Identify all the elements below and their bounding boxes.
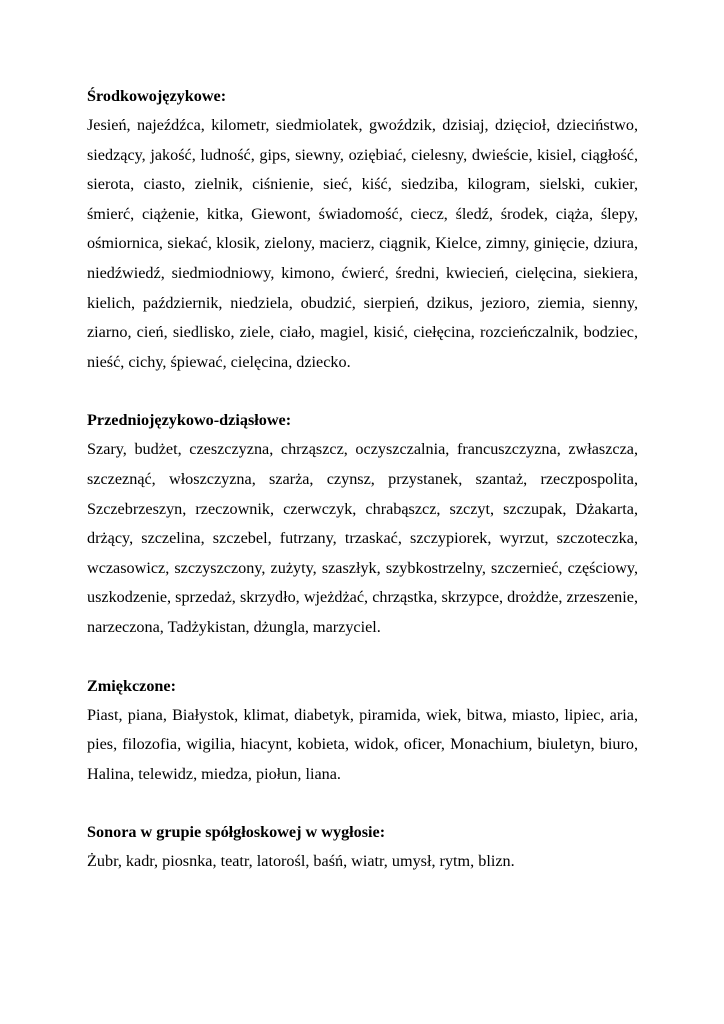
section-zmiekczone xyxy=(87,672,638,790)
document-page xyxy=(87,82,638,877)
section-heading: Sonora w grupie spółgłoskowej w wygłosie: xyxy=(87,823,386,842)
section-word-list: Jesień, najeźdźca, kilometr, siedmiolatek, gwoździk, dzisiaj, dzięcioł, dzieciństwo, siedzący, jakość, ludność, gips, siewny, oziębiać, cielesny, dwieście, kisiel, ciągłość, sierota, ciasto, zielnik, ciśnienie, sieć, kiść, siedziba, kilogram, sielski, cukier, śmierć, ciążenie, kitka, Giewont, świadomość, ciecz, śledź, środek, ciąża, ślepy, ośmiornica, siekać, klosik, zielony, macierz, ciągnik, Kielce, zimny, ginięcie, dziura, niedźwiedź, siedmiodniowy, kimono, ćwierć, średni, kwiecień, cielęcina, siekiera, kielich, październik, niedziela, obudzić, sierpień, dzikus, jezioro, ziemia, sienny, ziarno, cień, siedlisko, ziele, ciało, magiel, kisić, ciełęcina, rozcieńczalnik, bodziec, nieść, cichy, śpiewać, cielęcina, dziecko. xyxy=(87,116,638,371)
section-word-list: Żubr, kadr, piosnka, teatr, latorośl, baśń, wiatr, umysł, rytm, blizn. xyxy=(87,852,515,871)
section-heading: Zmiękczone: xyxy=(87,676,177,695)
section-heading: Przedniojęzykowo-dziąsłowe: xyxy=(87,411,292,430)
section-sonora xyxy=(87,818,638,877)
section-word-list: Szary, budżet, czeszczyzna, chrząszcz, oczyszczalnia, francuszczyzna, zwłaszcza, szczeznąć, włoszczyzna, szarża, czynsz, przystanek, szantaż, rzeczpospolita, Szczebrzeszyn, rzeczownik, czerwczyk, chrabąszcz, szczyt, szczupak, Dżakarta, drżący, szczelina, szczebel, futrzany, trzaskać, szczypiorek, wyrzut, szczoteczka, wczasowicz, szczyszczony, zużyty, szaszłyk, szybkostrzelny, szczernieć, częściowy, uszkodzenie, sprzedaż, skrzydło, wjeżdżać, chrząstka, skrzypce, drożdże, zrzeszenie, narzeczona, Tadżykistan, dżungla, marzyciel. xyxy=(87,440,638,636)
section-przedniojezykowo-dziaslowe xyxy=(87,406,638,642)
section-srodkowojezykowe xyxy=(87,82,638,377)
section-heading: Środkowojęzykowe: xyxy=(87,87,227,105)
section-word-list: Piast, piana, Białystok, klimat, diabetyk, piramida, wiek, bitwa, miasto, lipiec, aria, pies, filozofia, wigilia, hiacynt, kobieta, widok, oficer, Monachium, biuletyn, biuro, Halina, telewidz, miedza, piołun, liana. xyxy=(87,705,638,783)
